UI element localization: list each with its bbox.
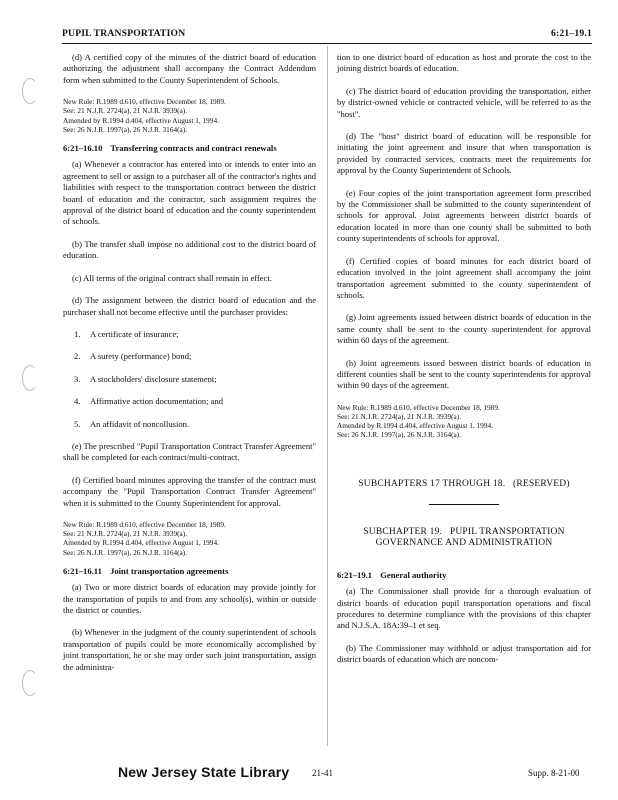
subchapter-heading-line1: SUBCHAPTER 19. PUPIL TRANSPORTATION [363, 526, 565, 537]
source-line: New Rule: R.1989 d.610, effective December 18, 1989. [63, 519, 226, 529]
paragraph: (h) Joint agreements issued between district boards of education in different counties shall be sent to the county superintendents for approval within 90 days of the agreement. [337, 357, 591, 391]
header-rule [62, 43, 592, 44]
source-line: Amended by R.1994 d.404, effective August 1, 1994. [63, 538, 219, 548]
list-item: 2. A surety (performance) bond; [74, 351, 192, 362]
paragraph: (c) The district board of education providing the transportation, either by district-owned vehicle or contracted vehicle, will be referred to as the "host". [337, 85, 591, 119]
source-note [63, 97, 316, 134]
source-line: See: 26 N.J.R. 1997(a), 26 N.J.R. 3164(a). [63, 547, 188, 557]
paragraph: (a) Two or more district boards of education may provide jointly for the transportation of pupils to and from any school(s), within or outside the district or counties. [63, 582, 316, 615]
list-item: 4. Affirmative action documentation; and [74, 396, 223, 407]
paragraph: (b) The transfer shall impose no additional cost to the district board of education. [63, 238, 316, 261]
source-line: See: 21 N.J.R. 2724(a), 21 N.J.R. 3939(a). [63, 106, 188, 116]
source-line: New Rule: R.1989 d.610, effective December 18, 1989. [63, 97, 226, 107]
section-title: Transferring contracts and contract renewals [110, 143, 277, 154]
paragraph: (f) Certified copies of board minutes for each district board of education involved in the joint agreement shall accompany the joint transportation agreement submitted to the county superintendent of schools. [337, 255, 591, 300]
source-line: See: 21 N.J.R. 2724(a), 21 N.J.R. 3939(a). [63, 529, 188, 539]
header-section-number: 6:21–19.1 [551, 28, 592, 39]
source-line: Amended by R.1994 d.404, effective August 1, 1994. [63, 115, 219, 125]
subchapter-heading-reserved: SUBCHAPTERS 17 THROUGH 18. (RESERVED) [358, 478, 570, 489]
left-column [63, 52, 316, 684]
subchapter-rule [429, 504, 499, 505]
paragraph: (d) The "host" district board of education will be responsible for initiating the joint agreement and insure that when transportation is provided by contracted services, contracts meet the requirements for approval by the County Superintendent of Schools. [337, 131, 591, 176]
list-item: 3. A stockholders' disclosure statement; [74, 373, 217, 384]
source-line: See: 26 N.J.R. 1997(a), 26 N.J.R. 3164(a). [337, 430, 462, 440]
paragraph: (a) Whenever a contractor has entered into or intends to enter into an agreement to sell or assign to a purchaser all of the contractor's rights and liabilities with respect to the transportation contract between the district board of education and the contractor, such assignment requires the approval of the district board of education and the county superintendent of schools. [63, 159, 316, 227]
spacer [337, 556, 591, 570]
section-title: General authority [380, 569, 447, 580]
section-heading [337, 570, 591, 581]
source-note [63, 520, 316, 557]
header-chapter-title: PUPIL TRANSPORTATION [62, 28, 186, 39]
paragraph: (b) Whenever in the judgment of the county superintendent of schools transportation of pupils could be more economically accomplished by joint transportation, he or she may order such joint transportation, assign the administra- [63, 627, 316, 672]
paragraph: (f) Certified board minutes approving the transfer of the contract must accompany the "Pupil Transportation Contract Transfer Agreement" when it is submitted to the County Superintendent for approval. [63, 474, 316, 508]
spacer [337, 449, 591, 479]
section-title: Joint transportation agreements [110, 565, 229, 576]
paragraph: (d) The assignment between the district board of education and the purchaser shall not become effective until the purchaser provides: [63, 295, 316, 317]
punch-hole-mark [22, 78, 38, 104]
column-divider [327, 46, 328, 746]
section-number: 6:21–19.1 [337, 569, 373, 580]
paragraph: (g) Joint agreements issued between district boards of education in the same county shall be sent to the county superintendent for approval within 60 days of the agreement. [337, 312, 591, 346]
source-line: See: 21 N.J.R. 2724(a), 21 N.J.R. 3939(a). [337, 411, 462, 421]
right-column [337, 52, 591, 677]
page-number: 21-41 [312, 768, 333, 778]
paragraph: (b) The Commissioner may withhold or adjust transportation aid for district boards of education which are noncom- [337, 642, 591, 665]
section-number: 6:21–16.11 [63, 565, 102, 576]
source-line: Amended by R.1994 d.404, effective August 1, 1994. [337, 421, 493, 431]
list-item: 1. A certificate of insurance; [74, 328, 179, 339]
paragraph: (c) All terms of the original contract shall remain in effect. [72, 272, 272, 283]
subchapter-heading-line2: GOVERNANCE AND ADMINISTRATION [375, 538, 553, 549]
paragraph: (d) A certified copy of the minutes of the district board of education authorizing the adjustment shall accompany the Contract Addendum form when submitted to the County Superintendent of Schools. [63, 52, 316, 85]
source-line: See: 26 N.J.R. 1997(a), 26 N.J.R. 3164(a). [63, 124, 188, 134]
list-item: 5. An affidavit of noncollusion. [74, 418, 190, 429]
section-heading [63, 143, 316, 154]
paragraph: (e) The prescribed "Pupil Transportation Contract Transfer Agreement" shall be completed for each contract/multi-contract. [63, 440, 316, 463]
library-watermark: New Jersey State Library [118, 764, 290, 780]
paragraph: tion to one district board of education as host and prorate the cost to the joining district boards of education. [337, 52, 591, 74]
paragraph: (e) Four copies of the joint transportation agreement form prescribed by the Commissioner shall be submitted to the county superintendent of schools for approval. Joint agreements between district boards of education located in more than one county shall be submitted to both county superintendents of schools for approval. [337, 187, 591, 244]
section-number: 6:21–16.10 [63, 143, 103, 154]
source-note [337, 403, 591, 440]
section-heading [63, 566, 316, 577]
running-header [62, 28, 592, 42]
requirements-list [63, 329, 316, 430]
paragraph: (a) The Commissioner shall provide for a thorough evaluation of district boards of education pupil transportation operations and fiscal procedures to determine compliance with the provisions of this chapter and N.J.S.A. 18A:39–1 et seq. [337, 586, 591, 631]
source-line: New Rule: R.1989 d.610, effective December 18, 1989. [337, 402, 500, 412]
punch-hole-mark [22, 365, 38, 391]
supplement-date: Supp. 8-21-00 [528, 768, 580, 778]
punch-hole-mark [22, 670, 38, 696]
